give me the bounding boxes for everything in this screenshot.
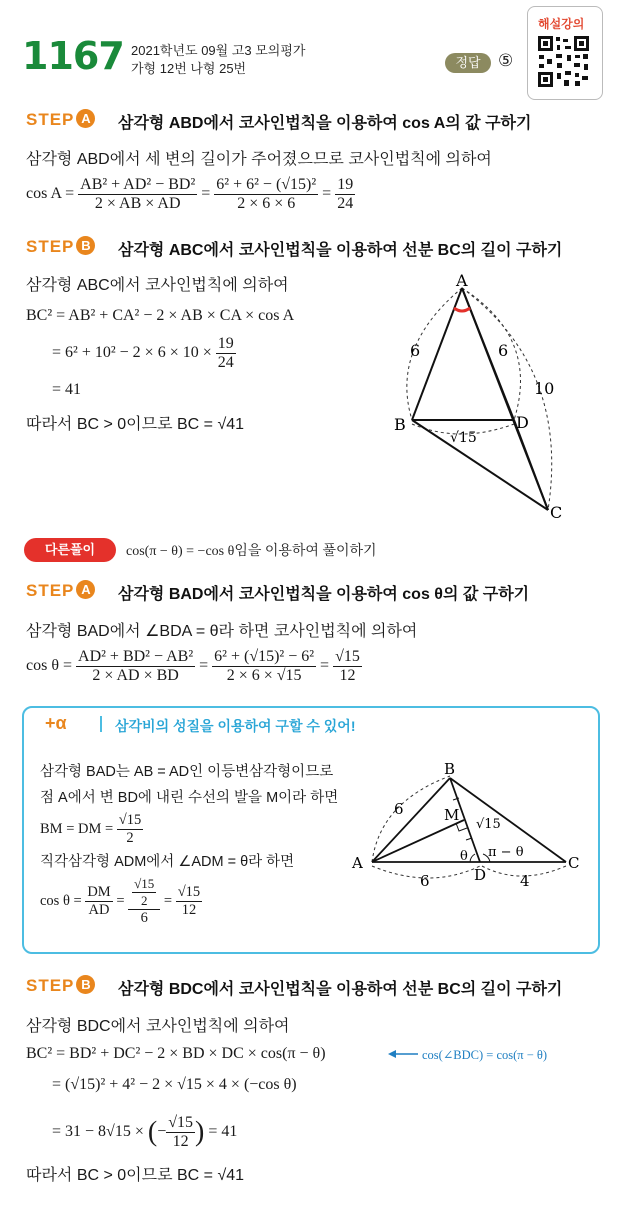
step-b-text: 삼각형 ABC에서 코사인법칙에 의하여 bbox=[26, 277, 289, 294]
step-a-text: 삼각형 ABD에서 세 변의 길이가 주어졌으므로 코사인법칙에 의하여 bbox=[26, 151, 492, 168]
step-a-title: 삼각형 ABD에서 코사인법칙을 이용하여 cos A의 값 구하기 bbox=[118, 115, 532, 132]
tip-line3: BM = DM = $\frac{√15}{2}$ bbox=[40, 812, 142, 846]
fig2-point-b-label: B bbox=[444, 762, 456, 778]
side-ab-label: 6 bbox=[410, 341, 421, 360]
side-bd-label: √15 bbox=[450, 430, 477, 446]
fig2-point-m-label: M bbox=[444, 806, 460, 824]
step-a-tag: STEP A bbox=[26, 109, 95, 130]
alt-step-b-tag: STEP B bbox=[26, 975, 95, 996]
alt-step-a-title: 삼각형 BAD에서 코사인법칙을 이용하여 cos θ의 값 구하기 bbox=[118, 586, 530, 603]
fig2-side-bd-label: √15 bbox=[476, 817, 501, 832]
alt-step-b-title: 삼각형 BDC에서 코사인법칙을 이용하여 선분 BC의 길이 구하기 bbox=[118, 981, 563, 998]
step-a-equation: cos A = $\frac{\text{AB² + AD² − BD²}}{2 \times AB \times AD}$ = $\frac{\text{6² + 6² − (√15)²}}{2 \times 6 \times 6}$ = $\frac{19}{24}$ bbox=[26, 176, 354, 212]
fig2-side-dc-label: 4 bbox=[520, 872, 530, 890]
point-c-label: C bbox=[550, 503, 563, 522]
point-d-label: D bbox=[516, 413, 529, 432]
alt-step-a-tag: STEP A bbox=[26, 580, 95, 601]
step-b-line1: BC² = AB² + CA² − 2 × AB × CA × cos A bbox=[26, 307, 295, 324]
answer-value: ⑤ bbox=[498, 51, 514, 70]
side-ac-label: 10 bbox=[534, 379, 555, 398]
step-b-line3: = 41 bbox=[52, 381, 82, 398]
fig2-point-a-label: A bbox=[352, 854, 363, 872]
triangle-figure-2 bbox=[350, 762, 590, 892]
step-b-tag: STEP B bbox=[26, 236, 95, 257]
cos-note: cos(∠BDC) = cos(π − θ) bbox=[422, 1048, 548, 1062]
fig2-pi-minus-theta-label: π − θ bbox=[488, 845, 524, 860]
fig2-side-ab-label: 6 bbox=[394, 800, 404, 818]
alt-solution-badge: 다른풀이 bbox=[24, 538, 116, 562]
point-b-label: B bbox=[394, 415, 406, 434]
alt-step-b-text: 삼각형 BDC에서 코사인법칙에 의하여 bbox=[26, 1018, 290, 1035]
step-b-title: 삼각형 ABC에서 코사인법칙을 이용하여 선분 BC의 길이 구하기 bbox=[118, 242, 563, 259]
exam-source: 2021학년도 09월 고3 모의평가 bbox=[131, 43, 306, 58]
qr-code-icon[interactable] bbox=[537, 35, 590, 88]
tip-line4: 직각삼각형 ADM에서 ∠ADM = θ라 하면 bbox=[40, 854, 295, 870]
problem-number: 1167 bbox=[22, 34, 124, 78]
alt-step-b-conclusion: 따라서 BC > 0이므로 BC = √41 bbox=[26, 1167, 245, 1184]
exam-question-numbers: 가형 12번 나형 25번 bbox=[131, 61, 247, 76]
plus-alpha-icon: +α bbox=[45, 713, 67, 733]
fig2-side-ad-label: 6 bbox=[420, 872, 430, 890]
fig2-point-c-label: C bbox=[568, 854, 580, 872]
fig2-theta-label: θ bbox=[460, 849, 468, 864]
alt-step-a-equation: cos θ = $\frac{\text{AD² + BD² − AB²}}{2 \times AD \times BD}$ = $\frac{\text{6² + (√15)² − 6²}}{2 \times 6 \times √15}$ = $\frac{√15}{12}$ bbox=[26, 648, 360, 684]
alt-step-b-line1: BC² = BD² + DC² − 2 × BD × DC × cos(π − θ) bbox=[26, 1045, 326, 1062]
alt-step-b-line3: = 31 − 8√15 × (− $\frac{√15}{12}$ ) = 41 bbox=[52, 1114, 238, 1150]
triangle-figure-1 bbox=[380, 268, 580, 528]
step-b-line2: = 6² + 10² − 2 × 6 × 10 × $\frac{19}{24}$ bbox=[52, 335, 234, 371]
tip-line1: 삼각형 BAD는 AB = AD인 이등변삼각형이므로 bbox=[40, 764, 334, 780]
alt-solution-desc: cos(π − θ) = −cos θ임을 이용하여 풀이하기 bbox=[126, 544, 377, 559]
side-ad-label: 6 bbox=[498, 341, 509, 360]
qr-label: 해설강의 bbox=[538, 17, 585, 31]
answer-badge: 정답 bbox=[445, 53, 491, 73]
point-a-label: A bbox=[456, 271, 468, 290]
alt-step-a-text: 삼각형 BAD에서 ∠BDA = θ라 하면 코사인법칙에 의하여 bbox=[26, 623, 418, 640]
fig2-point-d-label: D bbox=[474, 866, 487, 884]
alt-step-b-line2: = (√15)² + 4² − 2 × √15 × 4 × (−cos θ) bbox=[52, 1076, 297, 1093]
tip-divider bbox=[100, 716, 102, 732]
tip-title: 삼각비의 성질을 이용하여 구할 수 있어! bbox=[115, 718, 356, 734]
tip-line5: cos θ = $\frac{DM}{AD}$ = $\frac{\frac{√15}{2}}{6}$ = $\frac{√15}{12}$ bbox=[40, 876, 201, 926]
step-b-conclusion: 따라서 BC > 0이므로 BC = √41 bbox=[26, 416, 245, 433]
tip-line2: 점 A에서 변 BD에 내린 수선의 발을 M이라 하면 bbox=[40, 790, 339, 806]
